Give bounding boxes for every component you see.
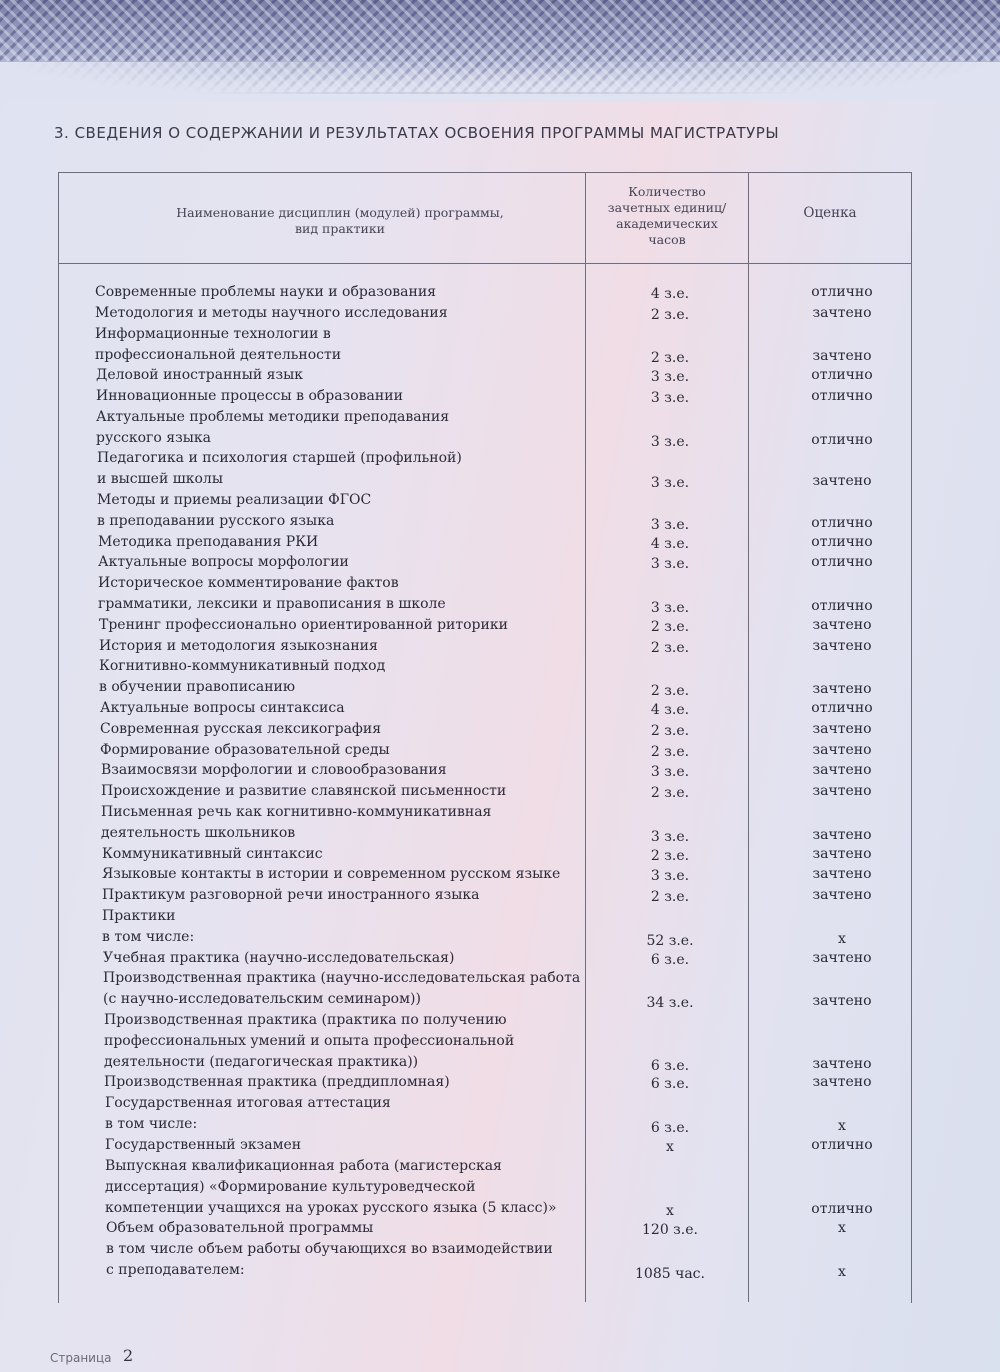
row-grade: отлично [811,1136,873,1153]
row-discipline-name: Производственная практика (практика по получению профессиональных умений и опыта профессиональной деятельности (педагогическая практика)) [104,1012,515,1070]
row-credits: 2 з.е. [650,618,690,635]
row-grade: зачтено [812,741,872,758]
row-credits: 4 з.е. [650,286,690,302]
row-discipline-name: Современная русская лексикография [100,720,382,737]
header-discipline-name: Наименование дисциплин (модулей) программы, вид практики [176,205,504,236]
row-grade: зачтено [812,1074,872,1091]
row-credits: 4 з.е. [650,702,690,718]
row-credits: 6 з.е. [650,1057,690,1074]
row-credits: 6 з.е. [650,1076,690,1093]
row-grade: x [838,1220,846,1236]
row-discipline-name: Происхождение и развитие славянской письменности [101,783,507,800]
row-credits: 3 з.е. [650,516,690,533]
row-credits: 3 з.е. [650,600,690,616]
row-credits: 3 з.е. [650,764,690,781]
row-credits: x [666,1138,674,1155]
row-grade: зачтено [812,845,872,862]
row-credits: 120 з.е. [642,1222,698,1238]
row-discipline-name: Объем образовательной программы [106,1220,374,1236]
row-discipline-name: Учебная практика (научно-исследовательская) [103,949,455,966]
row-credits: 2 з.е. [650,683,690,700]
row-grade: отлично [811,431,873,448]
row-discipline-name: Производственная практика (преддипломная) [104,1074,450,1091]
row-discipline-name: Тренинг профессионально ориентированной риторики [99,616,508,633]
row-credits: 2 з.е. [650,350,690,367]
row-discipline-name: Когнитивно-коммуникативный подход в обучении правописанию [99,658,386,696]
row-grade: зачтено [812,762,872,779]
page-number: 2 [123,1346,134,1365]
row-credits: 52 з.е. [646,932,694,949]
row-credits: 3 з.е. [650,390,690,406]
security-pattern-fade [0,62,1000,102]
row-discipline-name: Государственный экзамен [105,1136,302,1153]
row-discipline-name: Современные проблемы науки и образования [95,284,436,300]
row-credits: 3 з.е. [650,369,690,386]
table-header-separator [58,263,912,264]
row-grade: зачтено [812,304,872,321]
row-discipline-name: Актуальные вопросы синтаксиса [100,700,345,716]
row-grade: отлично [811,700,873,716]
row-credits: 6 з.е. [650,1120,690,1136]
row-discipline-name: Формирование образовательной среды [100,741,390,758]
row-discipline-name: Коммуникативный синтаксис [102,845,323,862]
row-grade: зачтено [812,637,872,654]
row-discipline-name: Методология и методы научного исследования [95,304,448,321]
row-grade: зачтено [812,866,872,883]
row-grade: зачтено [812,348,872,365]
row-credits: x [666,1203,674,1220]
row-discipline-name: Выпускная квалификационная работа (магистерская диссертация) «Формирование культуроведческой компетенции учащихся на уроках русского языка (5 класс)» [105,1157,557,1216]
row-grade: зачтено [812,826,872,843]
row-grade: зачтено [812,1055,872,1072]
section-title: 3. СВЕДЕНИЯ О СОДЕРЖАНИИ И РЕЗУЛЬТАТАХ ОСВОЕНИЯ ПРОГРАММЫ МАГИСТРАТУРЫ [54,124,780,142]
row-discipline-name: Деловой иностранный язык [96,367,304,384]
row-grade: отлично [811,1201,873,1218]
row-discipline-name: Историческое комментирование фактов грамматики, лексики и правописания в школе [98,575,446,613]
row-credits: 1085 час. [635,1265,705,1282]
row-credits: 34 з.е. [646,995,694,1012]
row-credits: 3 з.е. [650,556,690,573]
row-grade: зачтено [812,949,872,966]
row-credits: 2 з.е. [650,639,690,656]
row-discipline-name: Производственная практика (научно-исследовательская работа (с научно-исследовательским семинаром)) [103,970,581,1008]
row-grade: зачтено [812,681,872,698]
page-label: Страница [50,1351,112,1365]
row-grade: отлично [811,514,873,531]
row-credits: 2 з.е. [650,743,690,760]
row-grade: x [838,1263,846,1280]
row-grade: x [838,1118,846,1134]
row-discipline-name: Письменная речь как когнитивно-коммуникативная деятельность школьников [101,804,492,841]
row-discipline-name: Практики в том числе: [102,908,195,945]
row-discipline-name: Педагогика и психология старшей (профильной) и высшей школы [97,450,462,488]
row-credits: 2 з.е. [650,889,690,906]
row-discipline-name: в том числе объем работы обучающихся во взаимодействии с преподавателем: [106,1240,553,1278]
row-discipline-name: Методика преподавания РКИ [98,533,319,550]
row-credits: 4 з.е. [650,535,690,552]
row-grade: зачтено [812,720,872,737]
row-grade: отлично [811,598,873,614]
row-grade: зачтено [812,783,872,800]
row-discipline-name: Актуальные вопросы морфологии [98,554,349,571]
row-grade: отлично [811,388,873,404]
row-discipline-name: Языковые контакты в истории и современном русском языке [102,866,561,883]
row-grade: зачтено [812,616,872,633]
header-grade: Оценка [803,205,857,221]
row-discipline-name: История и методология языкознания [99,637,378,654]
row-credits: 2 з.е. [650,847,690,864]
row-discipline-name: Практикум разговорной речи иностранного языка [102,887,480,904]
row-discipline-name: Актуальные проблемы методики преподавания русского языка [96,408,450,446]
row-discipline-name: Информационные технологии в профессиональной деятельности [95,325,342,363]
row-grade: отлично [811,554,873,571]
row-credits: 3 з.е. [650,433,690,450]
row-grade: отлично [811,533,873,550]
row-discipline-name: Государственная итоговая аттестация в том числе: [105,1095,391,1133]
row-credits: 3 з.е. [650,475,690,492]
row-credits: 2 з.е. [650,722,690,739]
row-credits: 6 з.е. [650,951,690,968]
row-grade: x [838,930,846,947]
row-grade: зачтено [812,473,872,490]
row-credits: 3 з.е. [650,868,690,885]
row-grade: отлично [811,367,873,384]
row-grade: зачтено [812,887,872,904]
row-grade: зачтено [812,993,872,1010]
row-discipline-name: Взаимосвязи морфологии и словообразования [101,762,447,779]
row-credits: 2 з.е. [650,306,690,323]
row-discipline-name: Инновационные процессы в образовании [96,388,403,404]
row-grade: отлично [811,284,873,300]
header-credits: Количество зачетных единиц/ академических часов [607,184,727,247]
row-credits: 2 з.е. [650,785,690,802]
row-discipline-name: Методы и приемы реализации ФГОС в преподавании русского языка [97,492,372,529]
row-credits: 3 з.е. [650,828,690,845]
